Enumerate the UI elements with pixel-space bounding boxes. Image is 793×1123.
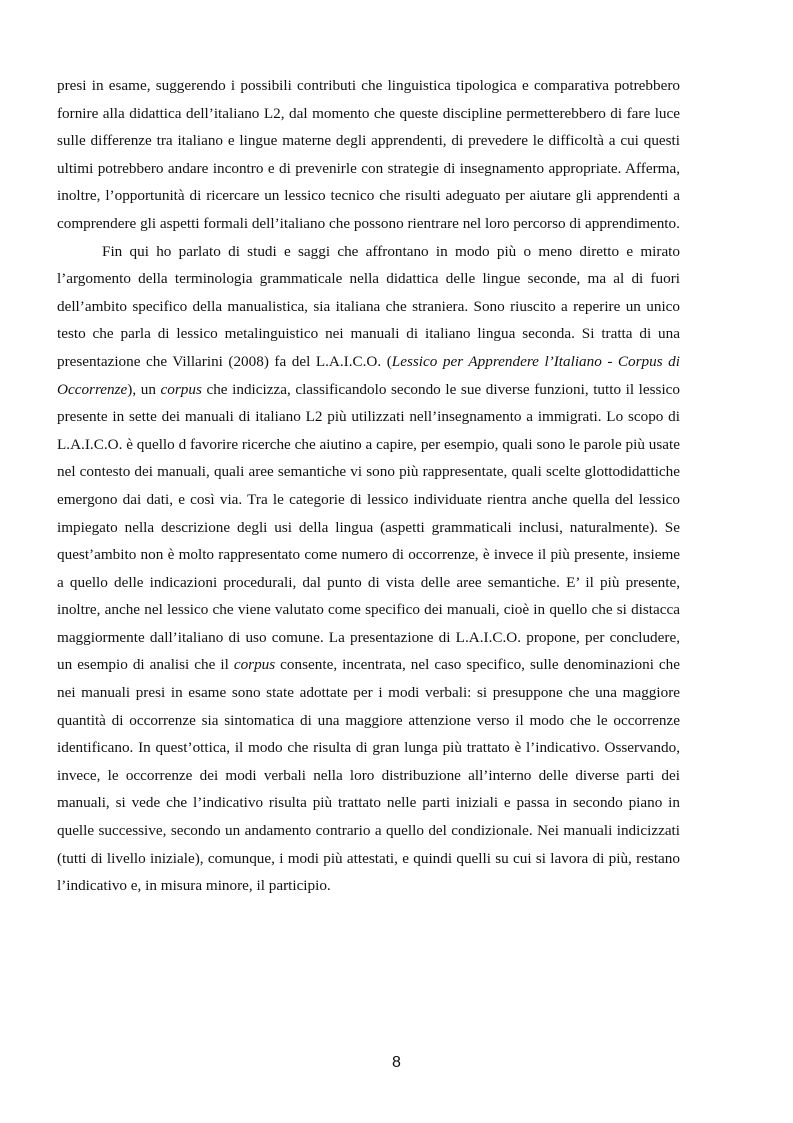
- corpus-term-2: corpus: [233, 656, 276, 674]
- laico-full-title: Lessico per Apprendere l’Italiano - Corpus di Occorrenze: [57, 352, 680, 398]
- paragraph-laico-text-4: consente, incentrata, nel caso specifico, sulle denominazioni che nei manuali presi in esame sono state adottate per i modi verbali: si presuppone che una maggiore quantità di occorrenze sia sintomatica di una maggiore attenzione verso il modo che le occorrenze identificano. In quest’ottica, il modo che risulta di gran lunga più trattato è l’indicativo. Osservando, invece, le occorrenze dei modi verbali nella loro distribuzione all’interno delle diverse parti dei manuali, si vede che l’indicativo risulta più trattato nelle parti iniziali e passa in secondo piano in quelle successive, secondo un andamento contrario a quello del condizionale. Nei manuali indicizzati (tutti di livello iniziale), comunque, i modi più attestati, e quindi quelli su cui si lavora di più, restano l’indicativo e, in misura minore, il participio.: [57, 656, 680, 895]
- document-body: [57, 72, 680, 900]
- paragraph-laico-text-1: Fin qui ho parlato di studi e saggi che affrontano in modo più o meno diretto e mirato l’argomento della terminologia grammaticale nella didattica delle lingue seconde, ma al di fuori dell’ambito specifico della manualistica, sia italiana che straniera. Sono riuscito a reperire un unico testo che parla di lessico metalinguistico nei manuali di italiano lingua seconda. Si tratta di una presentazione che Villarini (2008) fa del L.A.I.C.O. (: [57, 242, 680, 370]
- page-number: 8: [392, 1054, 401, 1071]
- corpus-term: corpus: [160, 380, 202, 398]
- paragraph-continuation: presi in esame, suggerendo i possibili contributi che linguistica tipologica e comparativa potrebbero fornire alla didattica dell’italiano L2, dal momento che queste discipline permetterebbero di fare luce sulle differenze tra italiano e lingue materne degli apprendenti, di prevedere le difficoltà a cui questi ultimi potrebbero andare incontro e di prevenirle con strategie di insegnamento appropriate. Afferma, inoltre, l’opportunità di ricercare un lessico tecnico che risulti adeguato per aiutare gli apprendenti a comprendere gli aspetti formali dell’italiano che possono rientrare nel loro percorso di apprendimento.: [57, 77, 680, 232]
- paragraph-laico-text-2: ), un: [127, 380, 161, 398]
- paragraph-laico-text-3: che indicizza, classificandolo secondo le sue diverse funzioni, tutto il lessico presente in sette dei manuali di italiano L2 più utilizzati nell’insegnamento a immigrati. Lo scopo di L.A.I.C.O. è quello d favorire ricerche che aiutino a capire, per esempio, quali sono le parole più usate nel contesto dei manuali, quali aree semantiche vi sono più rappresentate, quali scelte glottodidattiche emergono dai dati, e così via. Tra le categorie di lessico individuate rientra anche quella del lessico impiegato nella descrizione degli usi della lingua (aspetti grammaticali inclusi, naturalmente). Se quest’ambito non è molto rappresentato come numero di occorrenze, è invece il più presente, insieme a quello delle indicazioni procedurali, dal punto di vista delle aree semantiche. E’ il più presente, inoltre, anche nel lessico che viene valutato come specifico dei manuali, cioè in quello che si distacca maggiormente dall’italiano di uso comune. La presentazione di L.A.I.C.O. propone, per concludere, un esempio di analisi che il: [57, 380, 681, 674]
- paragraph-laico: [57, 238, 680, 900]
